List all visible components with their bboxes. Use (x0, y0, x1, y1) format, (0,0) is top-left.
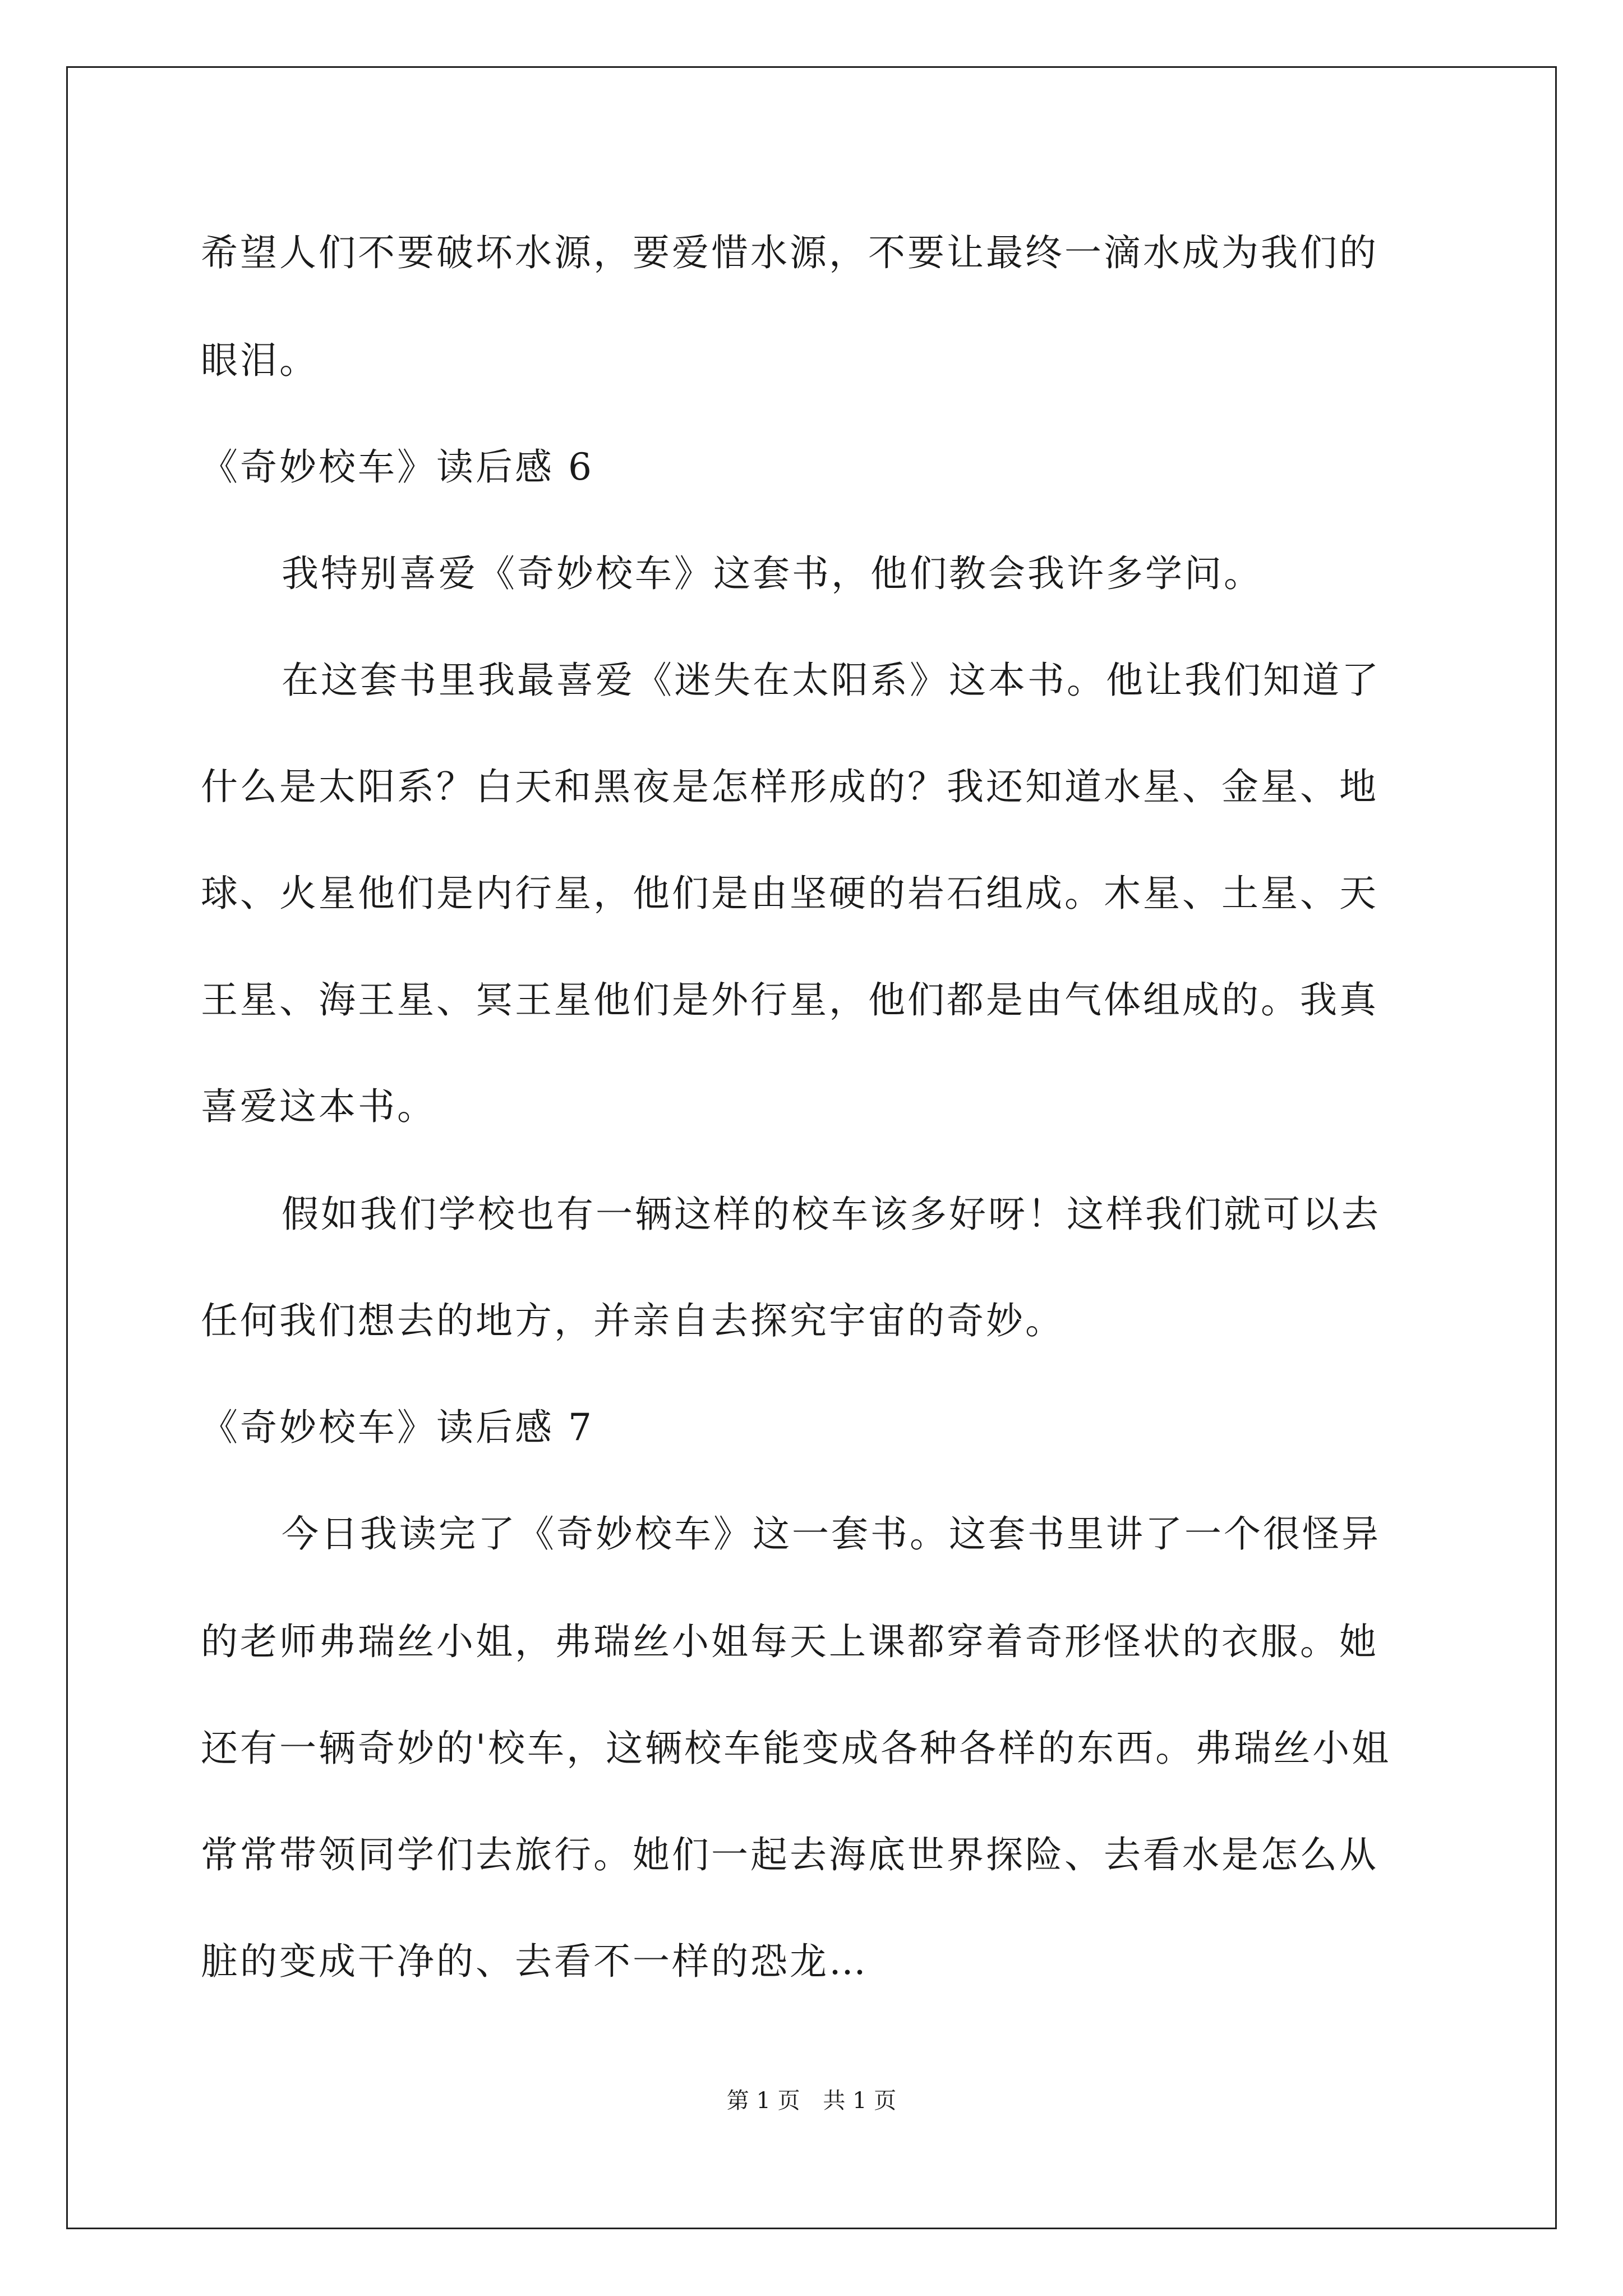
body-text-line: 眼泪。 (201, 339, 319, 382)
page-total: 共 1 页 (823, 2088, 897, 2114)
page-footer (0, 2090, 1623, 2112)
body-text-line: 常常带领同学们去旅行。她们一起去海底世界探险、去看水是怎么从 (201, 1833, 1378, 1876)
body-text-line: 希望人们不要破坏水源，要爱惜水源，不要让最终一滴水成为我们的 (201, 231, 1378, 274)
body-text-line: 的老师弗瑞丝小姐，弗瑞丝小姐每天上课都穿着奇形怪状的衣服。她 (201, 1620, 1378, 1663)
page-border (66, 66, 1557, 2229)
section-heading: 《奇妙校车》读后感 7 (201, 1406, 594, 1449)
body-text-line: 王星、海王星、冥王星他们是外行星，他们都是由气体组成的。我真 (201, 978, 1378, 1022)
body-text-line: 还有一辆奇妙的'校车，这辆校车能变成各种各样的东西。弗瑞丝小姐 (201, 1727, 1391, 1770)
body-text-line: 球、火星他们是内行星，他们是由坚硬的岩石组成。木星、土星、天 (201, 872, 1378, 915)
body-text-line: 今日我读完了《奇妙校车》这一套书。这套书里讲了一个很怪异 (282, 1512, 1381, 1556)
body-text-line: 任何我们想去的地方，并亲自去探究宇宙的奇妙。 (201, 1299, 1064, 1342)
body-text-line: 我特别喜爱《奇妙校车》这套书，他们教会我许多学问。 (282, 552, 1263, 595)
section-heading: 《奇妙校车》读后感 6 (201, 445, 594, 489)
body-text-line: 脏的变成干净的、去看不一样的恐龙… (201, 1940, 868, 1983)
body-text-line: 假如我们学校也有一辆这样的校车该多好呀！这样我们就可以去 (282, 1193, 1381, 1236)
body-text-line: 什么是太阳系？白天和黑夜是怎样形成的？我还知道水星、金星、地 (201, 765, 1378, 808)
body-text-line: 喜爱这本书。 (201, 1085, 436, 1128)
page-number: 第 1 页 (726, 2088, 800, 2114)
body-text-line: 在这套书里我最喜爱《迷失在太阳系》这本书。他让我们知道了 (282, 659, 1381, 702)
